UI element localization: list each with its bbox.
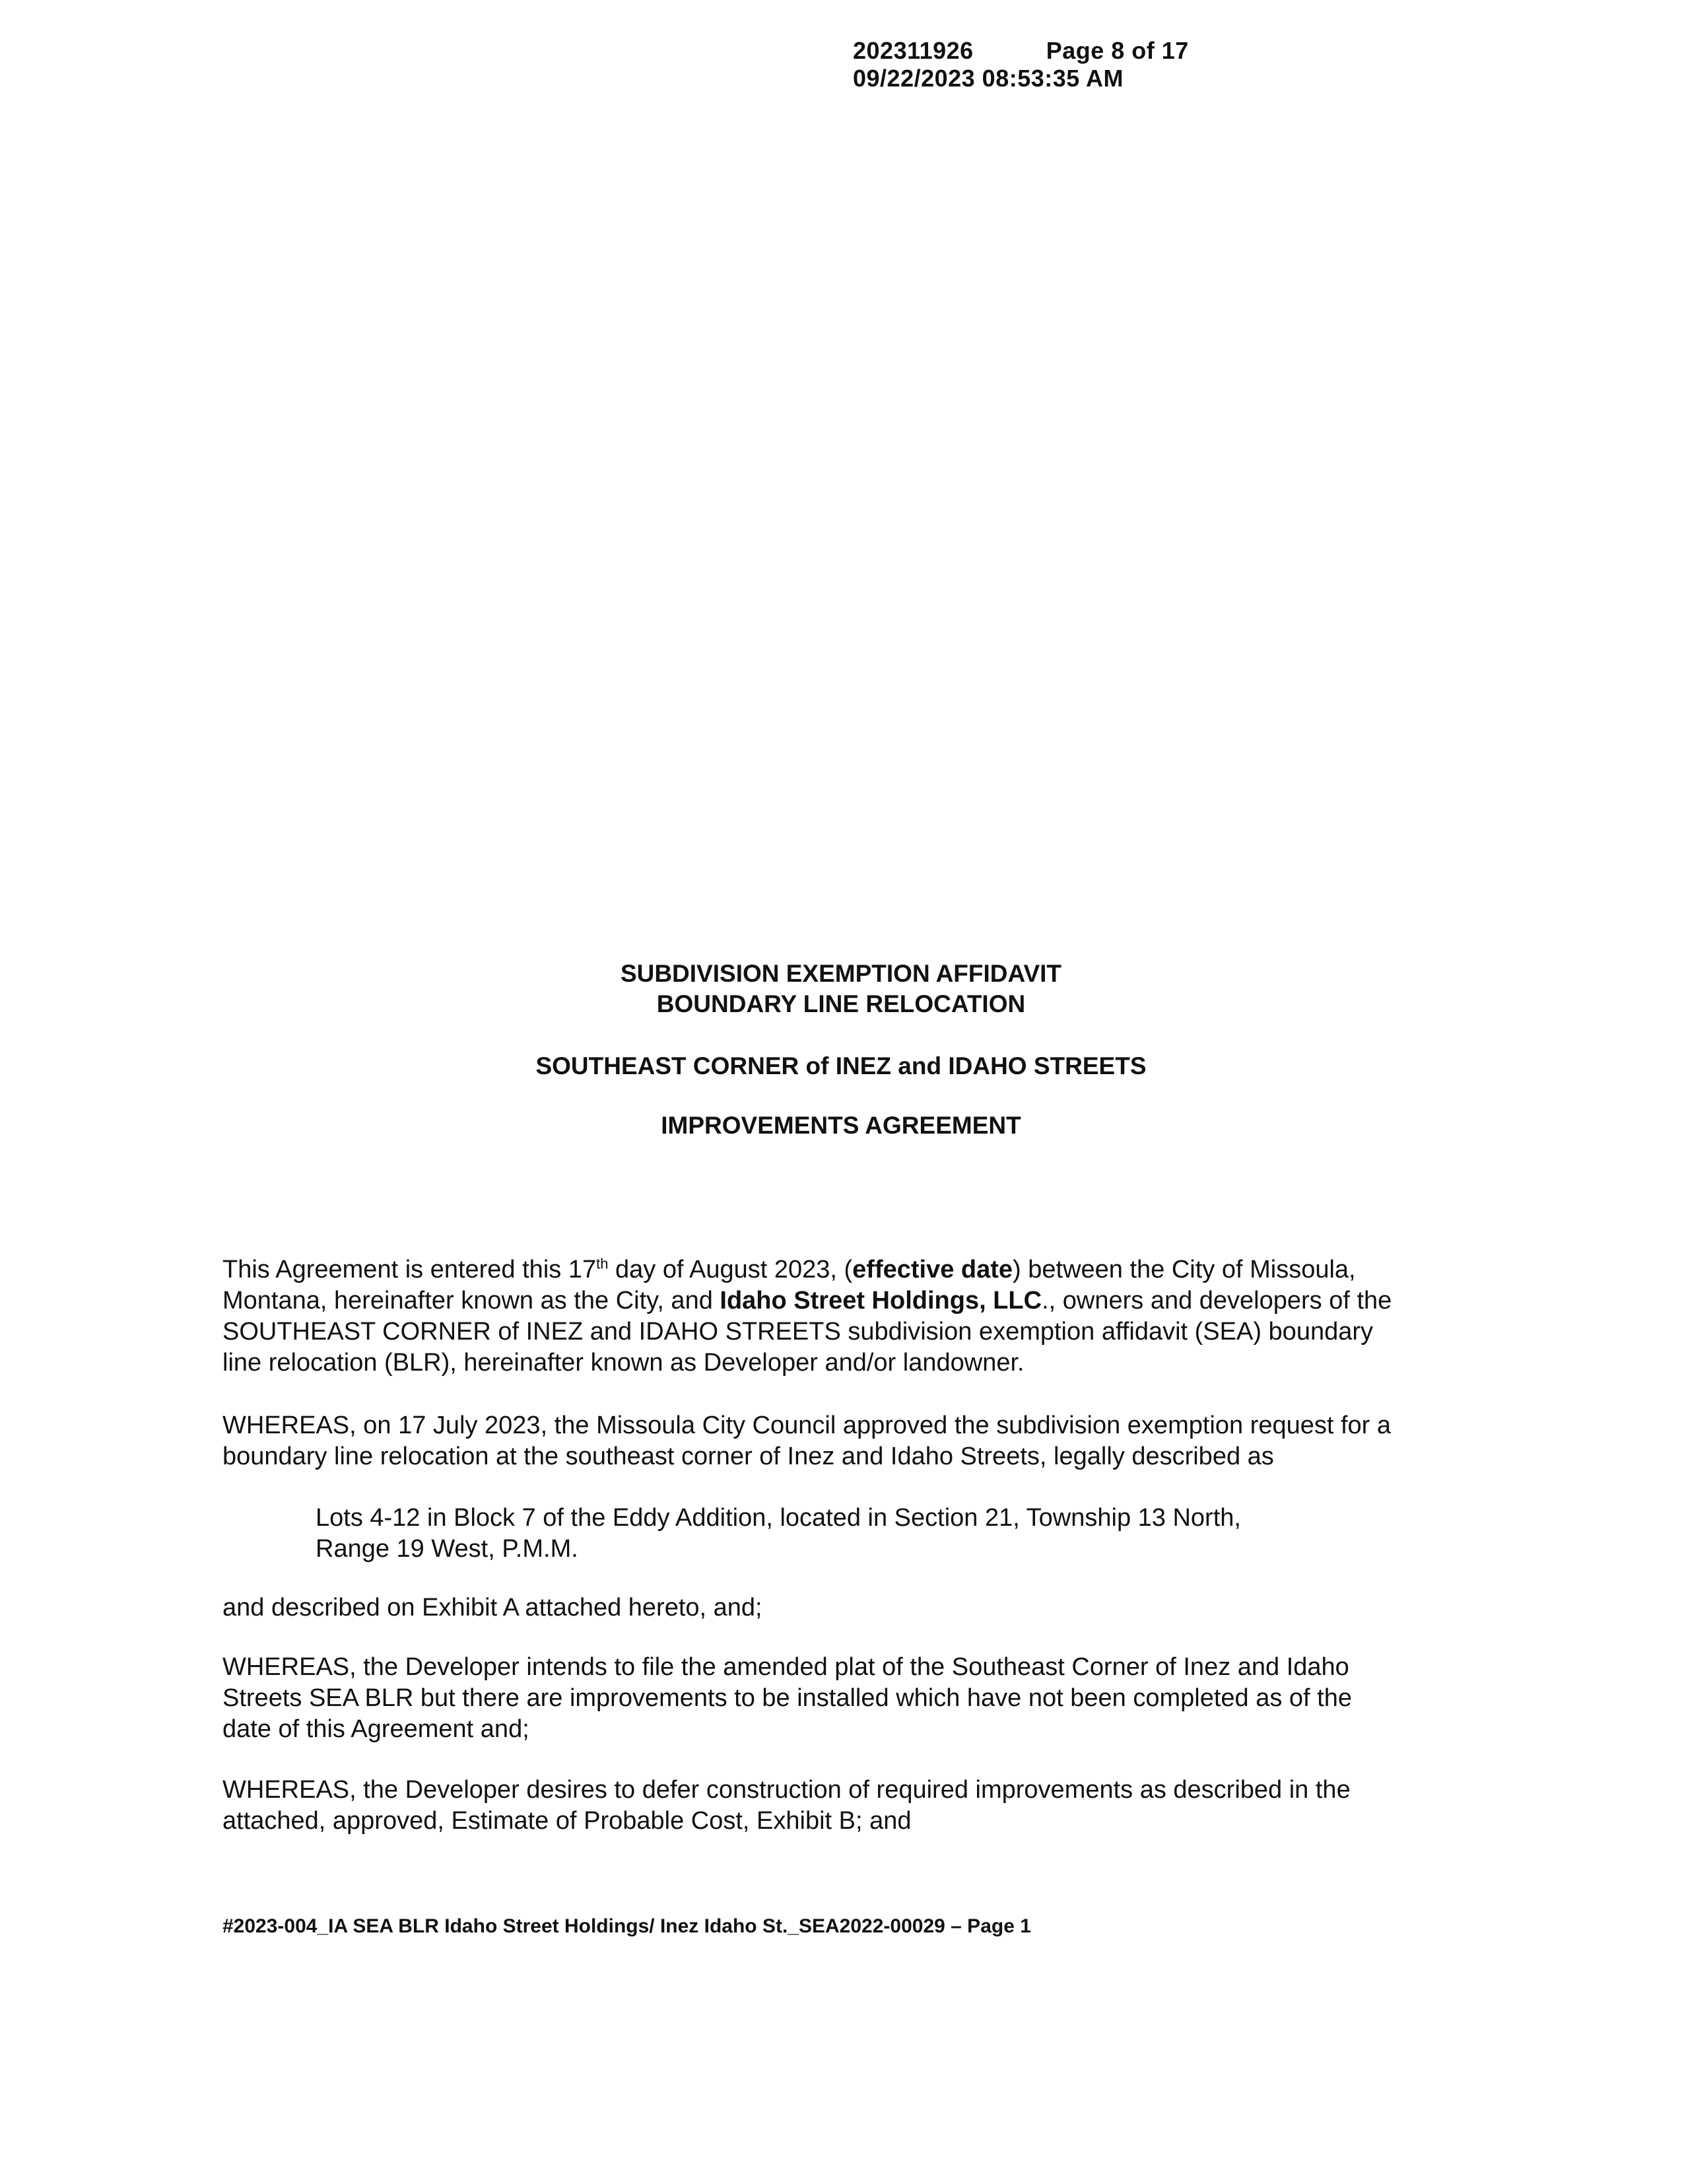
- whereas-defer-line-2: attached, approved, Estimate of Probable Cost, Exhibit B; and: [222, 1807, 912, 1835]
- legal-description: [316, 1503, 1609, 1565]
- title-location: SOUTHEAST CORNER of INEZ and IDAHO STREETS: [535, 1052, 1147, 1079]
- intro-line-4: line relocation (BLR), hereinafter known as Developer and/or landowner.: [222, 1349, 1025, 1377]
- page-indicator: Page 8 of 17: [1046, 37, 1189, 64]
- paragraph-whereas-defer: [222, 1775, 1516, 1837]
- intro-text-b: day of August 2023, (: [608, 1256, 853, 1283]
- stamp-row-1: [853, 37, 1189, 65]
- title-line-1: SUBDIVISION EXEMPTION AFFIDAVIT: [620, 960, 1062, 987]
- intro-text-c: ) between the City of Missoula,: [1013, 1256, 1356, 1283]
- developer-name: Idaho Street Holdings, LLC: [720, 1287, 1042, 1314]
- intro-superscript: th: [596, 1255, 609, 1272]
- whereas-approval-line-2: boundary line relocation at the southeast corner of Inez and Idaho Streets, legally described as: [222, 1443, 1274, 1470]
- paragraph-whereas-approval: [222, 1410, 1516, 1472]
- title-line-2: BOUNDARY LINE RELOCATION: [656, 990, 1026, 1017]
- paragraph-exhibit-a: [222, 1592, 1516, 1623]
- intro-line-3: SOUTHEAST CORNER of INEZ and IDAHO STREETS subdivision exemption affidavit (SEA) boundary: [222, 1318, 1374, 1346]
- document-number: 202311926: [853, 37, 974, 64]
- title-block: [0, 959, 1682, 1019]
- exhibit-a-line: and described on Exhibit A attached hereto, and;: [222, 1594, 762, 1621]
- intro-text-e: ., owners and developers of the: [1042, 1287, 1392, 1314]
- effective-date-label: effective date: [852, 1256, 1013, 1283]
- whereas-plat-line-1: WHEREAS, the Developer intends to file the amended plat of the Southeast Corner of Inez and Idaho: [222, 1653, 1349, 1681]
- paragraph-whereas-plat: [222, 1652, 1516, 1745]
- intro-line-2: [222, 1285, 1516, 1316]
- whereas-plat-line-3: date of this Agreement and;: [222, 1715, 529, 1743]
- whereas-approval-line-1: WHEREAS, on 17 July 2023, the Missoula City Council approved the subdivision exemption request for a: [222, 1412, 1392, 1439]
- paragraph-intro: [222, 1254, 1516, 1379]
- intro-text-d: Montana, hereinafter known as the City, and: [222, 1287, 720, 1314]
- intro-text-a: This Agreement is entered this 17: [222, 1256, 597, 1283]
- whereas-plat-line-2: Streets SEA BLR but there are improvements to be installed which have not been completed as of the: [222, 1684, 1352, 1712]
- recording-datetime: 09/22/2023 08:53:35 AM: [853, 65, 1124, 92]
- intro-line-1: [222, 1254, 1516, 1285]
- title-agreement: IMPROVEMENTS AGREEMENT: [661, 1112, 1021, 1139]
- whereas-defer-line-1: WHEREAS, the Developer desires to defer construction of required improvements as described in the: [222, 1776, 1351, 1804]
- page-footer: #2023-004_IA SEA BLR Idaho Street Holdings/ Inez Idaho St._SEA2022-00029 – Page 1: [222, 1915, 1031, 1937]
- legal-description-line-2: Range 19 West, P.M.M.: [316, 1535, 578, 1563]
- recording-stamp: [853, 37, 1189, 92]
- legal-description-line-1: Lots 4-12 in Block 7 of the Eddy Addition, located in Section 21, Township 13 North,: [316, 1504, 1241, 1532]
